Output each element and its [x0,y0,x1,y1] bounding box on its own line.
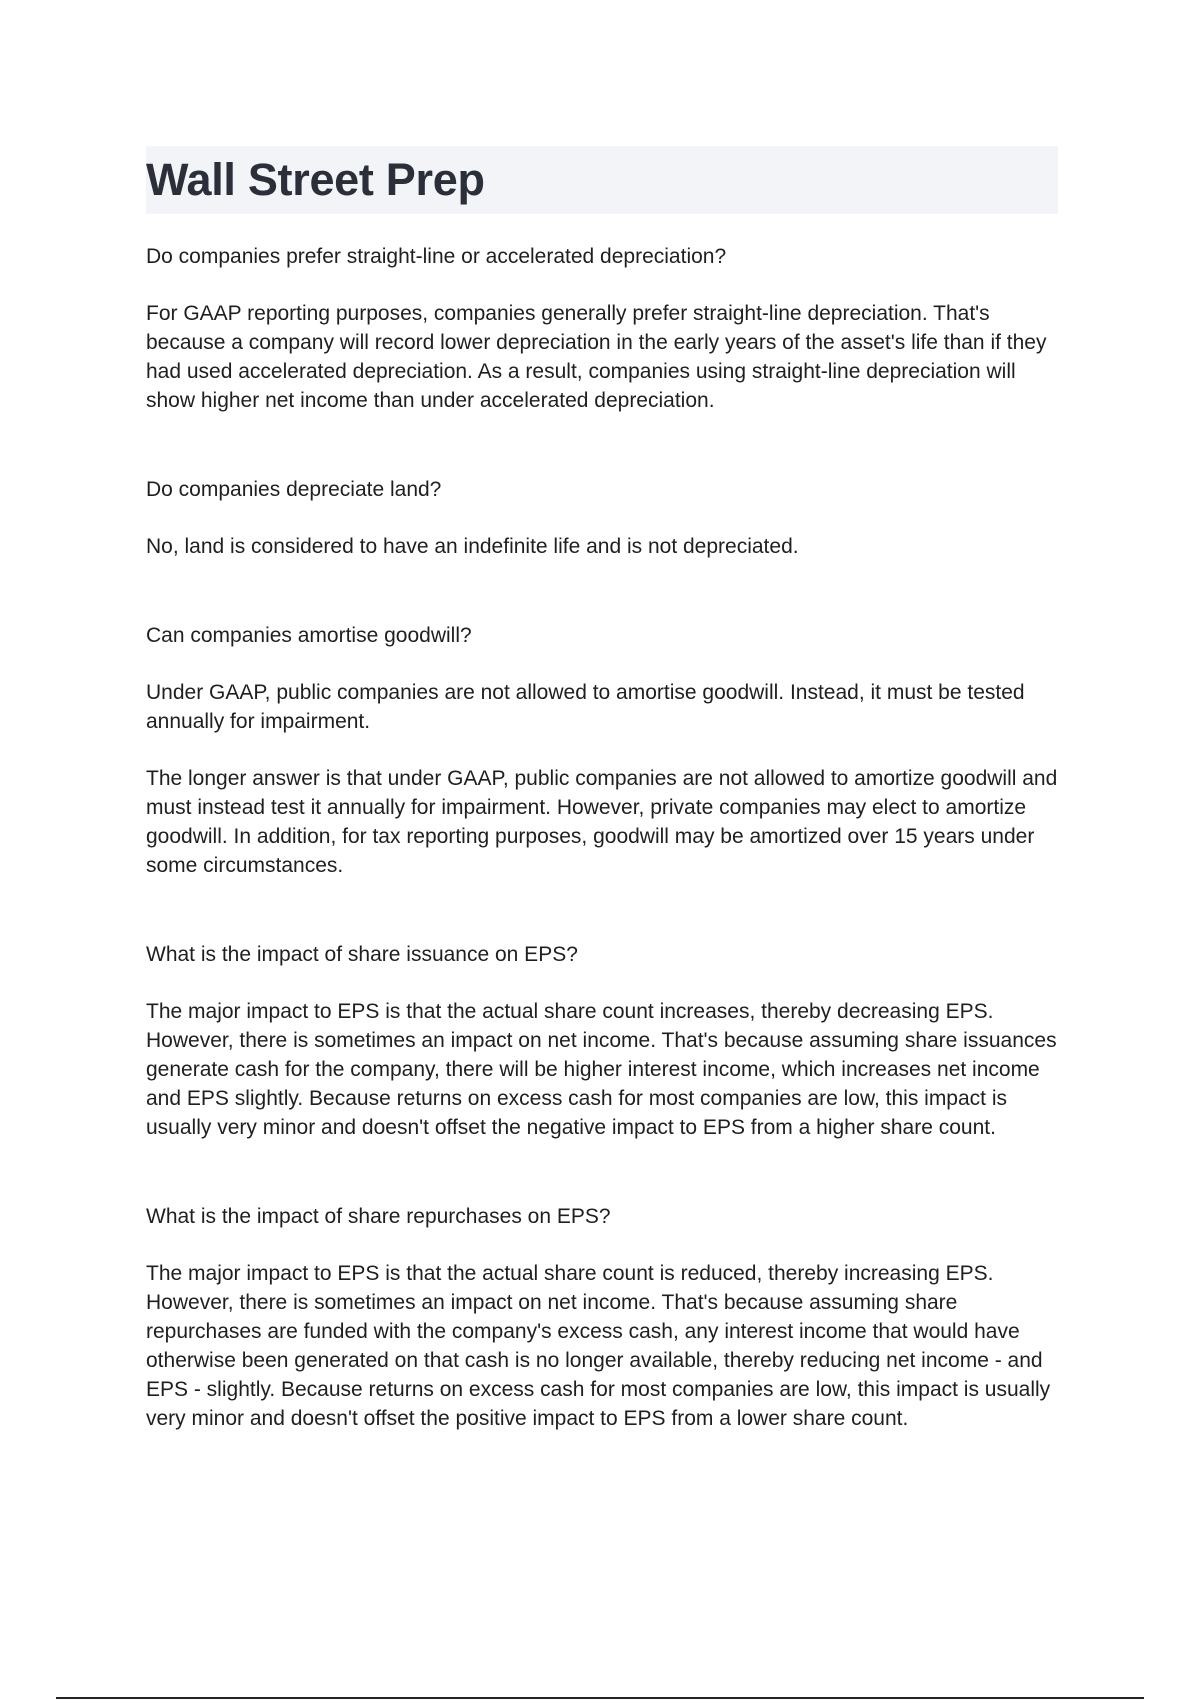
question: What is the impact of share repurchases on EPS? [146,1205,611,1228]
answer: The longer answer is that under GAAP, public companies are not allowed to amortize goodwill and must instead test it annually for impairment. However, private companies may elect to amortize goodwill. In addition, for tax reporting purposes, goodwill may be amortized over 15 years under some circumstances. [146,767,1058,877]
qa-block-goodwill [146,621,1058,880]
question: Do companies prefer straight-line or accelerated depreciation? [146,245,727,268]
question: What is the impact of share issuance on EPS? [146,943,578,966]
page-title: Wall Street Prep [146,154,485,205]
footer-divider [56,1697,1144,1699]
answer: Under GAAP, public companies are not allowed to amortise goodwill. Instead, it must be tested annually for impairment. [146,681,1025,733]
document-content [146,146,1058,1433]
qa-block-share-repurchases [146,1202,1058,1433]
qa-block-depreciation-method [146,242,1058,415]
question: Can companies amortise goodwill? [146,624,472,647]
answer: The major impact to EPS is that the actual share count is reduced, thereby increasing EPS. However, there is sometimes an impact on net income. That's because assuming share repurchases are funded with the company's excess cash, any interest income that would have otherwise been generated on that cash is no longer available, thereby reducing net income - and EPS - slightly. Because returns on excess cash for most companies are low, this impact is usually very minor and doesn't offset the positive impact to EPS from a lower share count. [146,1262,1051,1430]
answer: The major impact to EPS is that the actual share count increases, thereby decreasing EPS. However, there is sometimes an impact on net income. That's because assuming share issuances generate cash for the company, there will be higher interest income, which increases net income and EPS slightly. Because returns on excess cash for most companies are low, this impact is usually very minor and doesn't offset the negative impact to EPS from a higher share count. [146,1000,1057,1139]
answer: No, land is considered to have an indefinite life and is not depreciated. [146,535,799,558]
qa-block-depreciate-land [146,475,1058,561]
question: Do companies depreciate land? [146,478,442,501]
qa-block-share-issuance [146,940,1058,1142]
title-banner [146,146,1058,214]
answer: For GAAP reporting purposes, companies generally prefer straight-line depreciation. That's because a company will record lower depreciation in the early years of the asset's life than if they had used accelerated depreciation. As a result, companies using straight-line depreciation will show higher net income than under accelerated depreciation. [146,302,1047,412]
